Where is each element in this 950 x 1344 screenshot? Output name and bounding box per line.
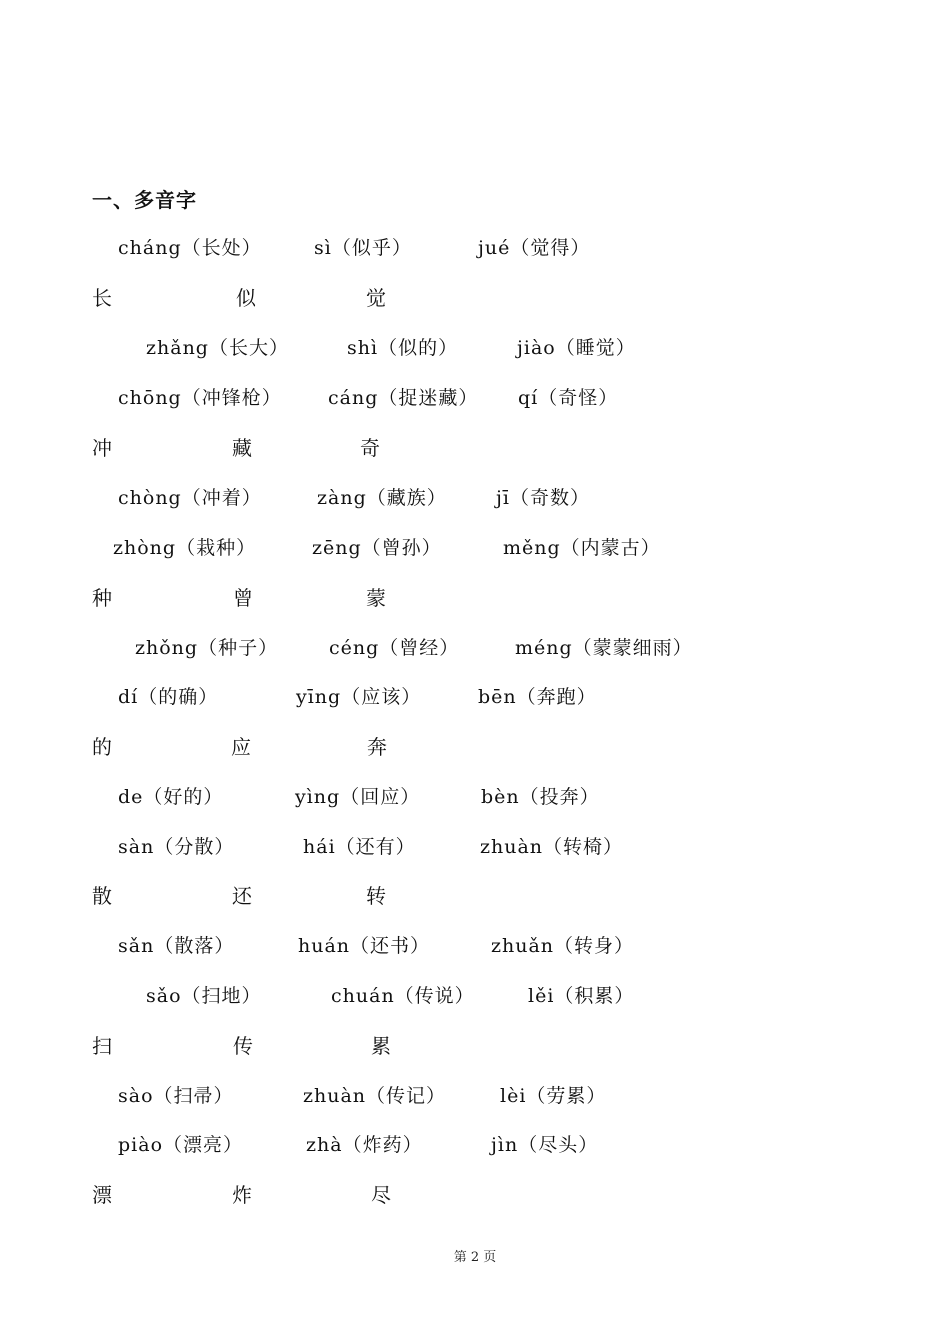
reading-row — [0, 1130, 950, 1160]
polyphonic-character: 散 — [92, 884, 113, 908]
pinyin-reading: chòng（冲着） — [118, 487, 262, 509]
reading-row — [0, 383, 950, 413]
polyphonic-character: 藏 — [232, 436, 253, 460]
pinyin-reading: sǎn（散落） — [118, 935, 235, 957]
pinyin-reading: chuán（传说） — [331, 985, 475, 1007]
reading-row — [0, 981, 950, 1011]
pinyin-reading: piào（漂亮） — [118, 1134, 244, 1156]
pinyin-reading: céng（曾经） — [329, 637, 460, 659]
reading-row — [0, 483, 950, 513]
pinyin-reading: zhǎng（长大） — [146, 337, 289, 359]
reading-row — [0, 533, 950, 563]
pinyin-reading: shì（似的） — [347, 337, 459, 359]
polyphonic-character: 漂 — [92, 1183, 113, 1207]
pinyin-reading: zhuàn（转椅） — [480, 836, 624, 858]
pinyin-reading: sào（扫帚） — [118, 1085, 234, 1107]
pinyin-reading: méng（蒙蒙细雨） — [515, 637, 693, 659]
section-heading: 一、多音字 — [92, 188, 197, 212]
pinyin-reading: qí（奇怪） — [518, 387, 619, 409]
pinyin-reading: lěi（积累） — [528, 985, 635, 1007]
polyphonic-character: 种 — [92, 586, 113, 610]
pinyin-reading: zhǒng（种子） — [135, 637, 279, 659]
pinyin-reading: cáng（捉迷藏） — [328, 387, 479, 409]
pinyin-reading: jiào（睡觉） — [517, 337, 636, 359]
pinyin-reading: huán（还书） — [298, 935, 431, 957]
pinyin-reading: měng（内蒙古） — [503, 537, 661, 559]
polyphonic-character: 觉 — [366, 286, 387, 310]
pinyin-reading: yīng（应该） — [296, 686, 422, 708]
polyphonic-character: 奔 — [367, 735, 388, 759]
pinyin-reading: zàng（藏族） — [317, 487, 447, 509]
pinyin-reading: bēn（奔跑） — [478, 686, 597, 708]
character-row — [0, 881, 950, 911]
polyphonic-character: 还 — [232, 884, 253, 908]
pinyin-reading: jué（觉得） — [478, 237, 591, 259]
pinyin-reading: de（好的） — [118, 786, 224, 808]
reading-row — [0, 682, 950, 712]
polyphonic-character: 应 — [231, 735, 252, 759]
character-row — [0, 433, 950, 463]
polyphonic-character: 冲 — [92, 436, 113, 460]
character-row — [0, 1031, 950, 1061]
pinyin-reading: sì（似乎） — [314, 237, 412, 259]
character-row — [0, 1180, 950, 1210]
reading-row — [0, 1081, 950, 1111]
polyphonic-character: 转 — [366, 884, 387, 908]
polyphonic-character: 传 — [233, 1034, 254, 1058]
pinyin-reading: zhòng（栽种） — [113, 537, 257, 559]
reading-row — [0, 782, 950, 812]
polyphonic-character: 奇 — [360, 436, 381, 460]
pinyin-reading: lèi（劳累） — [500, 1085, 607, 1107]
polyphonic-character: 长 — [92, 286, 113, 310]
pinyin-reading: dí（的确） — [118, 686, 219, 708]
character-row — [0, 732, 950, 762]
pinyin-reading: sǎo（扫地） — [146, 985, 262, 1007]
pinyin-reading: jī（奇数） — [496, 487, 590, 509]
polyphonic-character: 尽 — [371, 1183, 392, 1207]
reading-row — [0, 633, 950, 663]
polyphonic-character: 的 — [92, 735, 113, 759]
pinyin-reading: zēng（曾孙） — [312, 537, 442, 559]
reading-row — [0, 233, 950, 263]
pinyin-reading: chōng（冲锋枪） — [118, 387, 282, 409]
pinyin-reading: bèn（投奔） — [481, 786, 600, 808]
character-row — [0, 583, 950, 613]
polyphonic-character: 蒙 — [366, 586, 387, 610]
polyphonic-character: 似 — [236, 286, 257, 310]
pinyin-reading: zhuǎn（转身） — [491, 935, 635, 957]
polyphonic-character: 累 — [371, 1034, 392, 1058]
reading-row — [0, 333, 950, 363]
polyphonic-character: 曾 — [233, 586, 254, 610]
reading-row — [0, 931, 950, 961]
character-row — [0, 283, 950, 313]
polyphonic-character: 炸 — [232, 1183, 253, 1207]
page-number: 第 2 页 — [453, 1250, 497, 1265]
pinyin-reading: sàn（分散） — [118, 836, 235, 858]
polyphonic-character: 扫 — [92, 1034, 113, 1058]
pinyin-reading: zhà（炸药） — [306, 1134, 423, 1156]
pinyin-reading: yìng（回应） — [295, 786, 421, 808]
pinyin-reading: zhuàn（传记） — [303, 1085, 447, 1107]
reading-row — [0, 832, 950, 862]
pinyin-reading: cháng（长处） — [118, 237, 262, 259]
pinyin-reading: hái（还有） — [303, 836, 416, 858]
pinyin-reading: jìn（尽头） — [491, 1134, 599, 1156]
